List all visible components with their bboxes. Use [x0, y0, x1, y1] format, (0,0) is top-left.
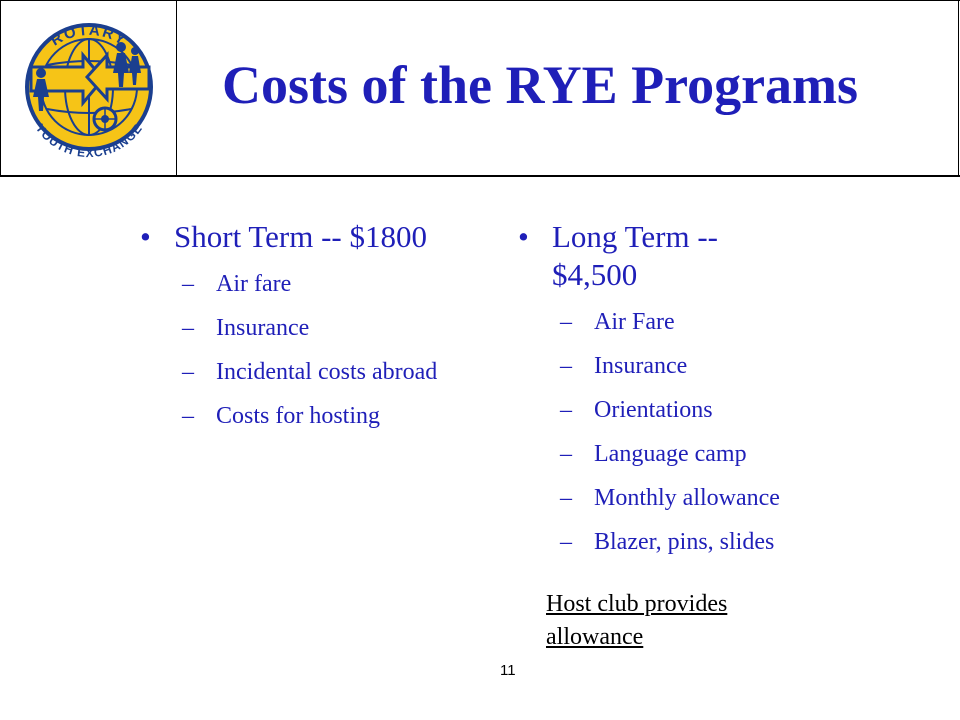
long-term-heading: Long Term -- $4,500: [552, 219, 718, 292]
list-item-label: Insurance: [594, 353, 688, 379]
dash-icon: –: [560, 529, 572, 555]
list-item-label: Insurance: [216, 315, 310, 341]
list-item-label: Incidental costs abroad: [216, 359, 438, 385]
page-number: 11: [500, 662, 516, 679]
list-item: [560, 440, 938, 469]
dash-icon: –: [560, 309, 572, 335]
list-item: [182, 402, 490, 431]
long-term-heading-item: [518, 218, 782, 294]
slide-title: Costs of the RYE Programs: [222, 55, 859, 115]
logo-emblem: [1, 1, 176, 175]
dash-icon: –: [182, 315, 194, 341]
dash-icon: –: [182, 403, 194, 429]
rotary-wheel-icon: [94, 108, 116, 130]
dash-icon: –: [560, 397, 572, 423]
short-term-cost-list: [140, 270, 490, 431]
dash-icon: –: [560, 485, 572, 511]
header-frame-right: [958, 0, 959, 176]
bullet-icon: •: [518, 219, 529, 254]
list-item-label: Costs for hosting: [216, 403, 381, 429]
list-item: [560, 396, 938, 425]
short-term-heading-item: [140, 218, 490, 256]
long-term-cost-list: [518, 308, 938, 557]
rotary-youth-exchange-logo: [1, 1, 176, 175]
list-item: [560, 484, 938, 513]
list-item-label: Air Fare: [594, 309, 675, 335]
list-item: [560, 308, 938, 337]
long-term-column: [518, 218, 938, 572]
list-item-label: Orientations: [594, 397, 713, 423]
list-item: [560, 528, 938, 557]
list-item: [182, 358, 490, 387]
bullet-icon: •: [140, 219, 151, 254]
short-term-heading: Short Term -- $1800: [174, 219, 427, 254]
dash-icon: –: [182, 271, 194, 297]
host-club-note: Host club provides allowance: [546, 591, 728, 650]
list-item-label: Blazer, pins, slides: [594, 529, 775, 555]
dash-icon: –: [560, 441, 572, 467]
logo-divider: [176, 0, 177, 176]
dash-icon: –: [560, 353, 572, 379]
list-item-label: Monthly allowance: [594, 485, 780, 511]
list-item: [560, 352, 938, 381]
list-item: [182, 270, 490, 299]
short-term-column: [140, 218, 490, 446]
dash-icon: –: [182, 359, 194, 385]
logo-top-text: ROTARY: [47, 21, 131, 50]
list-item: [182, 314, 490, 343]
list-item-label: Air fare: [216, 271, 292, 297]
header-frame-bottom: [0, 175, 960, 177]
logo-bottom-text: YOUTH EXCHANGE: [32, 121, 146, 161]
list-item-label: Language camp: [594, 441, 747, 467]
